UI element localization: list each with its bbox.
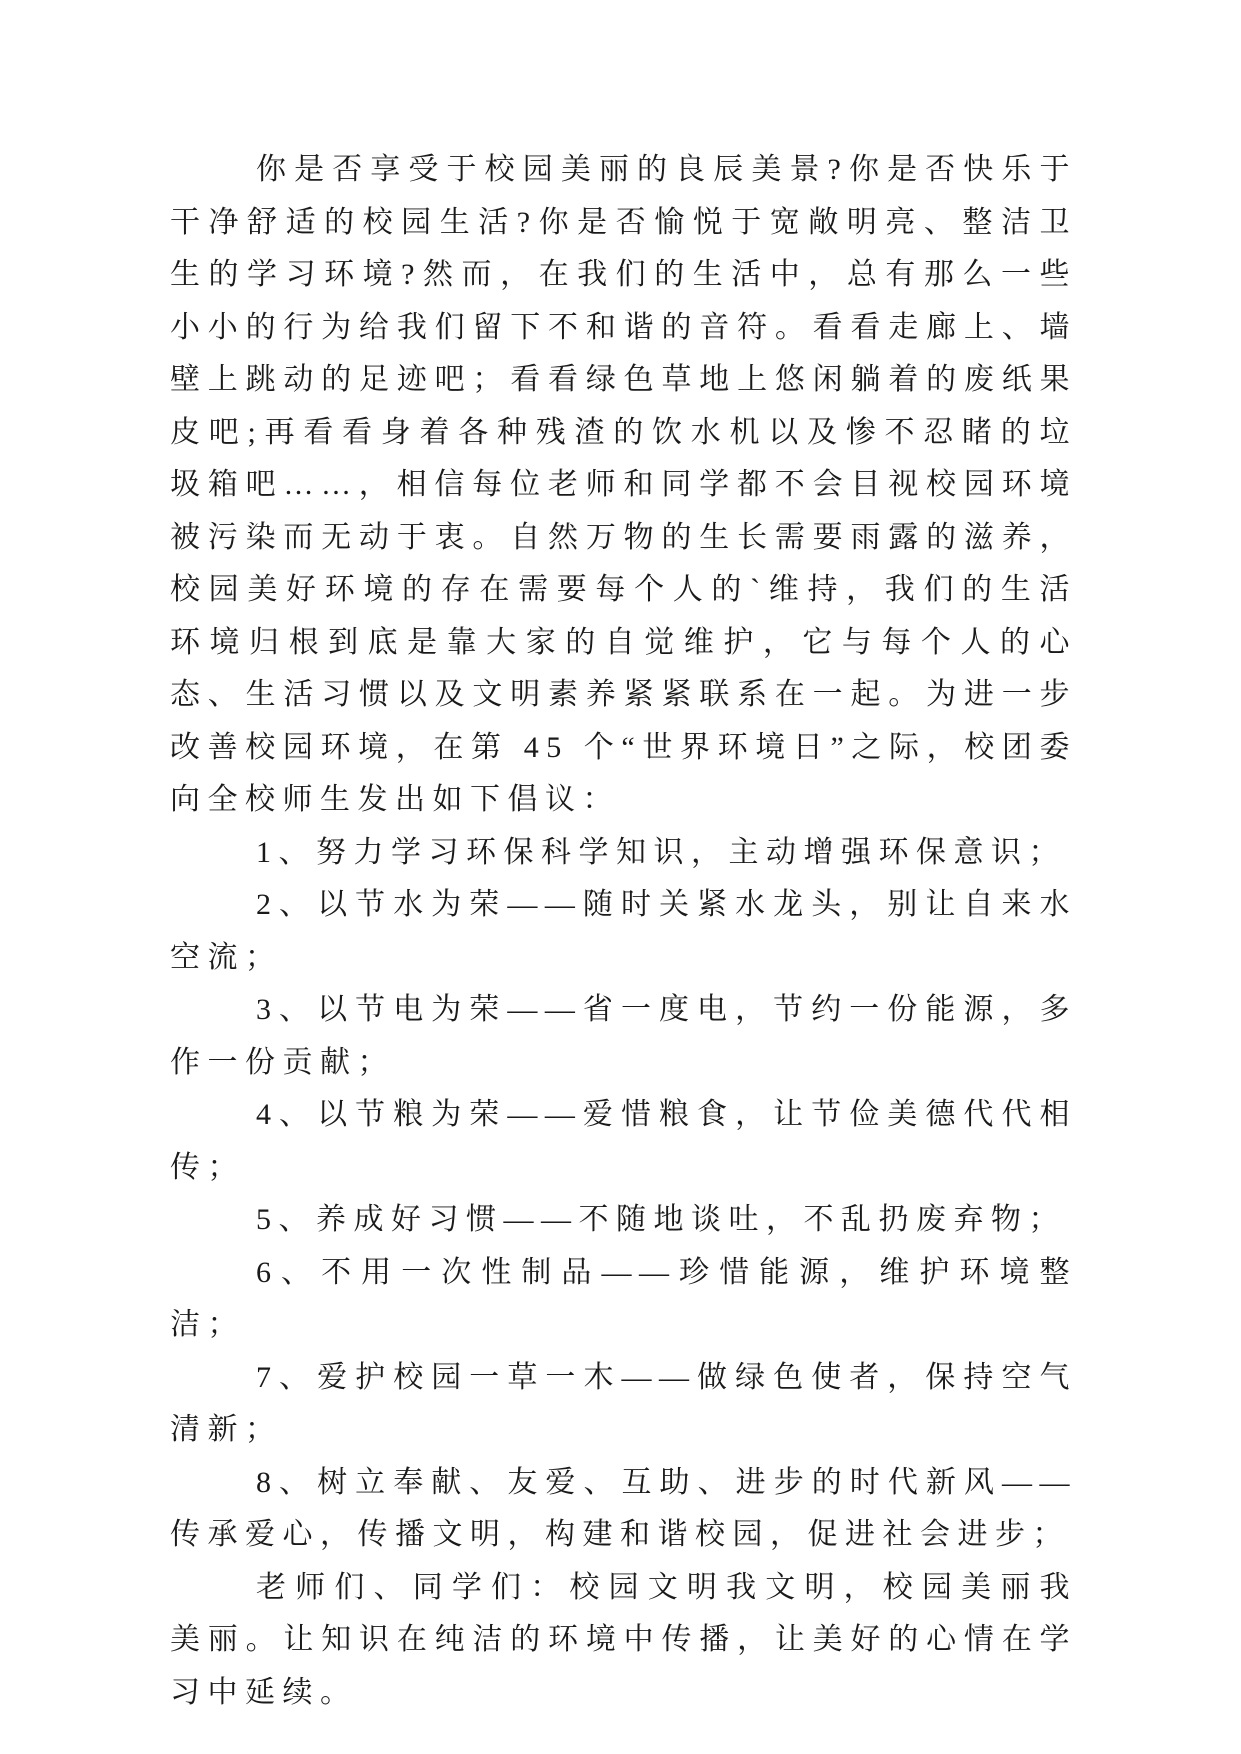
proposal-item-2: 2、以节水为荣——随时关紧水龙头，别让自来水空流； (170, 888, 1077, 974)
intro-paragraph: 你是否享受于校园美丽的良辰美景?你是否快乐于干净舒适的校园生活?你是否愉悦于宽敞明亮、整洁卫生的学习环境?然而，在我们的生活中，总有那么一些小小的行为给我们留下不和谐的音符。看看走廊上、墙壁上跳动的足迹吧；看看绿色草地上悠闲躺着的废纸果皮吧;再看看身着各种残渣的饮水机以及惨不忍睹的垃圾箱吧……，相信每位老师和同学都不会目视校园环境被污染而无动于衷。自然万物的生长需要雨露的滋养，校园美好环境的存在需要每个人的`维持，我们的生活环境归根到底是靠大家的自觉维护，它与每个人的心态、生活习惯以及文明素养紧紧联系在一起。为进一步改善校园环境，在第 45 个“世界环境日”之际，校团委向全校师生发出如下倡议： (170, 153, 1077, 816)
proposal-item-3: 3、以节电为荣——省一度电，节约一份能源，多作一份贡献； (170, 993, 1077, 1079)
closing-paragraph: 老师们、同学们：校园文明我文明，校园美丽我美丽。让知识在纯洁的环境中传播，让美好的心情在学习中延续。 (170, 1570, 1077, 1709)
proposal-item-8: 8、树立奉献、友爱、互助、进步的时代新风——传承爱心，传播文明，构建和谐校园，促进社会进步； (170, 1465, 1077, 1551)
document-body (170, 144, 1077, 1719)
proposal-item-6: 6、不用一次性制品——珍惜能源，维护环境整洁； (170, 1255, 1077, 1341)
proposal-item-7: 7、爱护校园一草一木——做绿色使者，保持空气清新； (170, 1360, 1077, 1446)
proposal-item-1: 1、努力学习环保科学知识，主动增强环保意识； (256, 835, 1066, 869)
proposal-item-4: 4、以节粮为荣——爱惜粮食，让节俭美德代代相传； (170, 1098, 1077, 1184)
proposal-item-5: 5、养成好习惯——不随地谈吐，不乱扔废弃物； (256, 1203, 1066, 1236)
